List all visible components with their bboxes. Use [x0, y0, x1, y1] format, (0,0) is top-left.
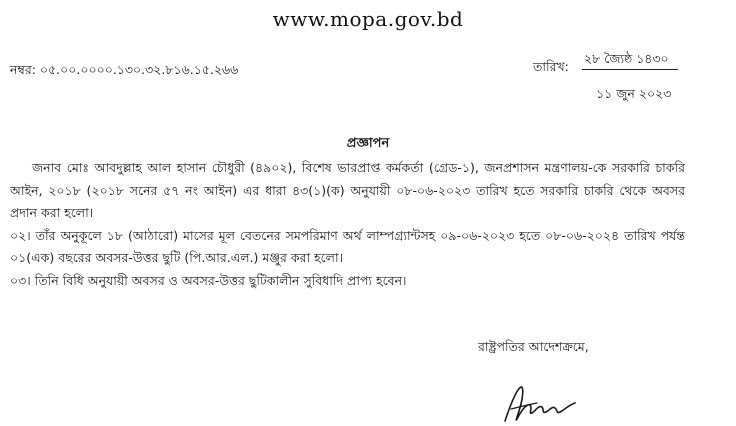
- date-bengali-calendar: ২৮ জ্যৈষ্ঠ ১৪৩০: [584, 51, 669, 66]
- website-url: www.mopa.gov.bd: [272, 7, 464, 31]
- date-gregorian: ১১ জুন ২০২৩: [596, 86, 672, 101]
- notice-body: [10, 157, 685, 292]
- date-divider: [582, 69, 678, 70]
- notice-paragraph-1: জনাব মোঃ আবদুল্লাহ আল হাসান চৌধুরী (৪৯০২), বিশেষ ভারপ্রাপ্ত কর্মকর্তা (গ্রেড-১), জনপ্রশাসন মন্ত্রণালয়-কে সরকারি চাকরি আইন, ২০১৮ (২০১৮ সনের ৫৭ নং আইন) এর ধারা ৪৩(১)(ক) অনুযায়ী ০৮-০৬-২০২৩ তারিখ হতে সরকারি চাকরি থেকে অবসর প্রদান করা হলো।: [10, 160, 685, 220]
- presidential-order-line: রাষ্ট্রপতির আদেশক্রমে,: [478, 339, 589, 354]
- notice-heading: প্রজ্ঞাপন: [346, 136, 390, 151]
- notice-paragraph-3: ০৩। তিনি বিধি অনুযায়ী অবসর ও অবসর-উত্তর ছুটিকালীন সুবিধাদি প্রাপ্য হবেন।: [10, 272, 407, 288]
- notice-paragraph-2: ০২। তাঁর অনুকূলে ১৮ (আঠারো) মাসের মূল বেতনের সমপরিমাণ অর্থ লাম্পগ্র্যান্টসহ ০৯-০৬-২০২৩ হতে ০৮-০৬-২০২৪ তারিখ পর্যন্ত ০১(এক) বছরের অবসর-উত্তর ছুটি (পি.আর.এল.) মঞ্জুর করা হলো।: [10, 227, 685, 265]
- signature: [497, 381, 587, 426]
- memo-number: নম্বর: ০৫.০০.০০০০.১৩০.৩২.৮১৬.১৫.২৬৬: [10, 62, 239, 77]
- date-label: তারিখ:: [533, 59, 569, 74]
